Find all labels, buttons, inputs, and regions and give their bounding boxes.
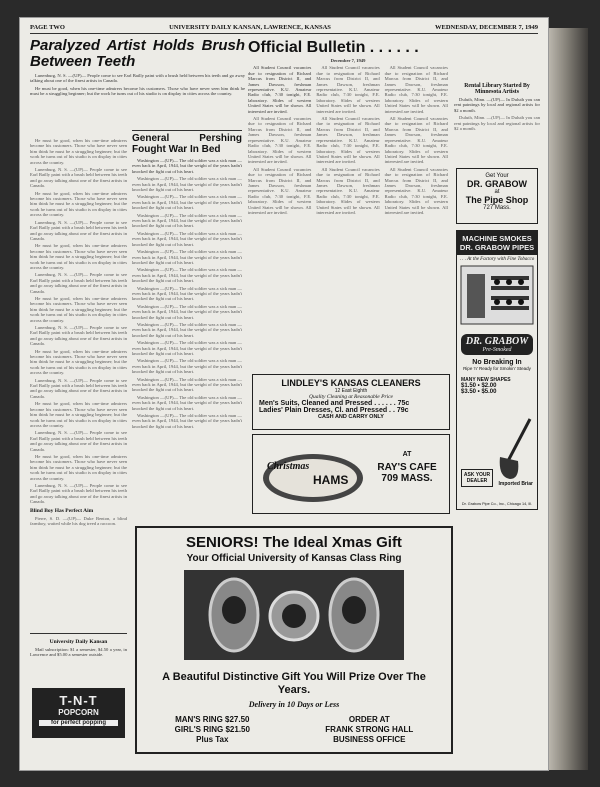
christmas-hams-ad	[252, 434, 450, 514]
grabow-shapes: MANY NEW SHAPES	[461, 377, 511, 383]
ring-order-at: ORDER AT	[348, 715, 390, 724]
masthead-body: Mail subscription: $1 a semester, $4.50 a year, in Lawrence and $5.00 a semester outside.	[30, 647, 127, 658]
grabow-company: Dr. Grabow Pipe Co., Inc., Chicago 14, Ill.	[461, 502, 533, 506]
hams-address: 709 MASS.	[381, 473, 433, 484]
artist-body: He must be good, when his one-time admirers become his customers. Those who have never seen him think he must be a struggling beginner; but the work he turns out of his studio is on display in cities across the country.	[30, 85, 245, 97]
pipe-shop-line1: Get Your	[485, 173, 509, 179]
pipe-shop-brand: DR. GRABOW	[467, 179, 527, 189]
grabow-sub: . . . At the Factory with Fine Tobacco	[459, 257, 535, 262]
artist-headline: Paralyzed Artist Holds Brush Between Teeth	[30, 37, 245, 70]
artist-story	[30, 38, 245, 99]
pipe-shop-name: The Pipe Shop	[465, 195, 529, 205]
issue-date: WEDNESDAY, DECEMBER 7, 1949	[434, 24, 538, 31]
artist-lead: Lunenburg, N. S. —(UP)— People come to see Earl Bailly paint with a brush held between his teeth and go away talking about one of the finest artists in Canada.	[30, 73, 245, 84]
grabow-briar: Imported Briar	[498, 481, 533, 487]
ring-mans-price: MAN'S RING $27.50	[175, 715, 250, 724]
pipe-shop-address: 727 Mass.	[483, 205, 511, 211]
library-body: Duluth, Minn. —(UP)— In Duluth you can rent paintings by local and regional artists for $2 a month.	[454, 97, 540, 113]
grabow-ask-dealer: ASK YOUR DEALER	[461, 469, 493, 487]
ring-delivery: Delivery in 10 Days or Less	[248, 700, 340, 709]
popcorn-label: POPCORN	[58, 708, 99, 717]
ring-gift-line: A Beautiful Distinctive Gift You Will Prize Over The Years.	[162, 671, 426, 696]
ring-order-hall: FRANK STRONG HALL	[325, 725, 414, 734]
page-header	[30, 24, 538, 34]
pipe-icon	[494, 417, 534, 483]
lindley-title: LINDLEY'S KANSAS CLEANERS	[281, 378, 421, 388]
grabow-pipe-ad	[456, 230, 538, 510]
grabow-brand: DR. GRABOW	[465, 336, 529, 347]
pershing-story: General Pershing Fought War In Bed Washington —(UP)— The old soldier was a sick man — even back in April, 1944, but the weight of the years hadn't knocked the fight out of his heart. Washington —(UP)— The old soldier was a sick man — even back in April, 1944, but the weight of the years hadn't knocked the fight out of his heart. Washington —(UP)— The old soldier was a sick man — even back in April, 1944, but the weight of the years hadn't knocked the fight out of his heart. Washington —(UP)— The old soldier was a sick man — even back in April, 1944, but the weight of the years hadn't knocked the fight out of his heart. Washington —(UP)— The old soldier was a sick man — even back in April, 1944, but the weight of the years hadn't knocked the fight out of his heart. Washington —(UP)— The old soldier was a sick man — even back in April, 1944, but the weight of the years hadn't knocked the fight out of his heart. Washington —(UP)— The old soldier was a sick man — even back in April, 1944, but the weight of the years hadn't knocked the fight out of his heart. Washington —(UP)— The old soldier was a sick man — even back in April, 1944, but the weight of the years hadn't knocked the fight out of his heart. Washington —(UP)— The old soldier was a sick man — even back in April, 1944, but the weight of the years hadn't knocked the fight out of his heart. Washington —(UP)— The old soldier was a sick man — even back in April, 1944, but the weight of the years hadn't knocked the fight out of his heart. Washington —(UP)— The old soldier was a sick man — even back in April, 1944, but the weight of the years hadn't knocked the fight out of his heart. Washington —(UP)— The old soldier was a sick man — even back in April, 1944, but the weight of the years hadn't knocked the fight out of his heart. Washington —(UP)— The old soldier was a sick man — even back in April, 1944, but the weight of the years hadn't knocked the fight out of his heart. Washington —(UP)— The old soldier was a sick man — even back in April, 1944, but the weight of the years hadn't knocked the fight out of his heart. Washington —(UP)— The old soldier was a sick man — even back in April, 1944, but the weight of the years hadn't knocked the fight out of his heart.	[132, 130, 242, 515]
paper-name: UNIVERSITY DAILY KANSAN, LAWRENCE, KANSAS	[169, 24, 331, 31]
ring-photos	[184, 570, 404, 660]
lindley-quality: Quality Cleaning at Reasonable Price	[308, 394, 393, 400]
masthead-title: University Daily Kansan	[49, 639, 108, 645]
newspaper-page	[20, 18, 548, 770]
bulletin-date: December 7, 1949	[330, 58, 366, 63]
blind-headline: Blind Boy Has Perfect Aim	[30, 507, 94, 514]
hams-word: HAMS	[313, 473, 349, 487]
bulletin-headline: Official Bulletin . . . . . .	[248, 40, 419, 56]
masthead	[30, 633, 127, 660]
lindley-cash: CASH AND CARRY ONLY	[318, 414, 384, 420]
pershing-body: Washington —(UP)— The old soldier was a sick man — even back in April, 1944, but the weight of the years hadn't knocked the fight out of his heart.	[132, 158, 242, 174]
ring-tax: Plus Tax	[196, 735, 229, 744]
grabow-price-2: $3.50 • $5.00	[461, 389, 497, 395]
grabow-no-breaking: No Breaking In	[472, 359, 522, 366]
ring-order-office: BUSINESS OFFICE	[333, 735, 406, 744]
ring-girls-price: GIRL'S RING $21.50	[174, 725, 250, 734]
popcorn-ad	[32, 688, 125, 738]
hams-at: AT	[402, 451, 412, 458]
ring-title: SENIORS! The Ideal Xmas Gift	[186, 534, 402, 551]
binding-edge	[548, 28, 588, 770]
grabow-presmoked: Pre-Smoked	[482, 347, 512, 353]
pipe-shop-ad	[456, 168, 538, 224]
blind-body: Pierre, S. D. —(UP)— Duke Benton, a blind farmboy, waited while his dog treed a raccoon.	[30, 515, 127, 526]
artist-continued: He must be good, when his one-time admirers become his customers. Those who have never seen him think he must be a struggling beginner; but the work he turns out of his studio is on display in cities across the country. Lunenburg, N. S. —(UP)— People come to see Earl Bailly paint with a brush held between his teeth and go away talking about one of the finest artists in Canada. He must be good, when his one-time admirers become his customers. Those who have never seen him think he must be a struggling beginner; but the work he turns out of his studio is on display in cities across the country. Lunenburg, N. S. —(UP)— People come to see Earl Bailly paint with a brush held between his teeth and go away talking about one of the finest artists in Canada. He must be good, when his one-time admirers become his customers. Those who have never seen him think he must be a struggling beginner; but the work he turns out of his studio is on display in cities across the country. Lunenburg, N. S. —(UP)— People come to see Earl Bailly paint with a brush held between his teeth and go away talking about one of the finest artists in Canada. He must be good, when his one-time admirers become his customers. Those who have never seen him think he must be a struggling beginner; but the work he turns out of his studio is on display in cities across the country. Lunenburg, N. S. —(UP)— People come to see Earl Bailly paint with a brush held between his teeth and go away talking about one of the finest artists in Canada. He must be good, when his one-time admirers become his customers. Those who have never seen him think he must be a struggling beginner; but the work he turns out of his studio is on display in cities across the country. Lunenburg, N. S. —(UP)— People come to see Earl Bailly paint with a brush held between his teeth and go away talking about one of the finest artists in Canada. He must be good, when his one-time admirers become his customers. Those who have never seen him think he must be a struggling beginner; but the work he turns out of his studio is on display in cities across the country. Lunenburg, N. S. —(UP)— People come to see Earl Bailly paint with a brush held between his teeth and go away talking about one of the finest artists in Canada. He must be good, when his one-time admirers become his customers. Those who have never seen him think he must be a struggling beginner; but the work he turns out of his studio is on display in cities across the country. Lunenburg, N. S. —(UP)— People come to see Earl Bailly paint with a brush held between his teeth and go away talking about one of the finest artists in Canada. Blind Boy Has Perfect Aim Pierre, S. D. —(UP)— Duke Benton, a blind farmboy, waited while his dog treed a raccoon.	[30, 138, 127, 526]
library-story: Rental Library Started By Minnesota Artists Duluth, Minn. —(UP)— In Duluth you can rent paintings by local and regional artists for $2 a month. Duluth, Minn. —(UP)— In Duluth you can rent paintings by local and regional artists for $2 a month.	[454, 83, 540, 132]
tnt-label: T-N-T	[59, 693, 98, 708]
pipe-shop-at: at	[494, 189, 500, 195]
ring-subtitle: Your Official University of Kansas Class Ring	[186, 553, 402, 564]
hams-christmas: Christmas	[267, 461, 310, 472]
smoking-machine-illustration	[459, 264, 535, 326]
lindley-suits: Men's Suits, Cleaned and Pressed . . . . . . 75c	[259, 400, 410, 407]
lindley-cleaners-ad	[252, 374, 450, 430]
grabow-ripe: Ripe 'n' Ready for Smokin' Steady	[463, 366, 531, 371]
grabow-price-1: $1.50 • $2.00	[461, 383, 497, 389]
grabow-title: MACHINE SMOKES DR. GRABOW PIPES	[457, 231, 537, 255]
official-bulletin: Official Bulletin . . . . . . December 7, 1949 All Student Council vacancies due to resignation of Richard Marcus from District II, and James Dawson, freshman representative. K.U. Amateur Radio club, 7:30 tonight, F.E. laboratory. Slides of western United States will be shown. All interested are invited. All Student Council vacancies due to resignation of Richard Marcus from District II, and James Dawson, freshman representative. K.U. Amateur Radio club, 7:30 tonight, F.E. laboratory. Slides of western United States will be shown. All interested are invited. All Student Council vacancies due to resignation of Richard Marcus from District II, and James Dawson, freshman representative. K.U. Amateur Radio club, 7:30 tonight, F.E. laboratory. Slides of western United States will be shown. All interested are invited. All Student Council vacancies due to resignation of Richard Marcus from District II, and James Dawson, freshman representative. K.U. Amateur Radio club, 7:30 tonight, F.E. laboratory. Slides of western United States will be shown. All interested are invited. All Student Council vacancies due to resignation of Richard Marcus from District II, and James Dawson, freshman representative. K.U. Amateur Radio club, 7:30 tonight, F.E. laboratory. Slides of western United States will be shown. All interested are invited. All Student Council vacancies due to resignation of Richard Marcus from District II, and James Dawson, freshman representative. K.U. Amateur Radio club, 7:30 tonight, F.E. laboratory. Slides of western United States will be shown. All interested are invited. All Student Council vacancies due to resignation of Richard Marcus from District II, and James Dawson, freshman representative. K.U. Amateur Radio club, 7:30 tonight, F.E. laboratory. Slides of western United States will be shown. All interested are invited. All Student Council vacancies due to resignation of Richard Marcus from District II, and James Dawson, freshman representative. K.U. Amateur Radio club, 7:30 tonight, F.E. laboratory. Slides of western United States will be shown. All interested are invited. All Student Council vacancies due to resignation of Richard Marcus from District II, and James Dawson, freshman representative. K.U. Amateur Radio club, 7:30 tonight, F.E. laboratory. Slides of western United States will be shown. All interested are invited.	[248, 40, 448, 215]
bulletin-body: All Student Council vacancies due to resignation of Richard Marcus from District II, and James Dawson, freshman representative. K.U. Amateur Radio club, 7:30 tonight, F.E. laboratory. Slides of western United States will be shown. All interested are invited.	[248, 65, 312, 114]
popcorn-tagline: for perfect popping	[39, 720, 118, 726]
library-headline: Rental Library Started By Minnesota Artists	[464, 83, 530, 95]
lindley-address: 12 East Eighth	[334, 388, 368, 394]
pershing-headline: General Pershing Fought War In Bed	[132, 130, 242, 155]
class-ring-ad	[135, 526, 453, 754]
page-number: PAGE TWO	[30, 24, 65, 31]
lindley-dresses: Ladies' Plain Dresses, Cl. and Pressed . . 79c	[259, 407, 409, 414]
hams-place: RAY'S CAFE	[377, 462, 437, 473]
